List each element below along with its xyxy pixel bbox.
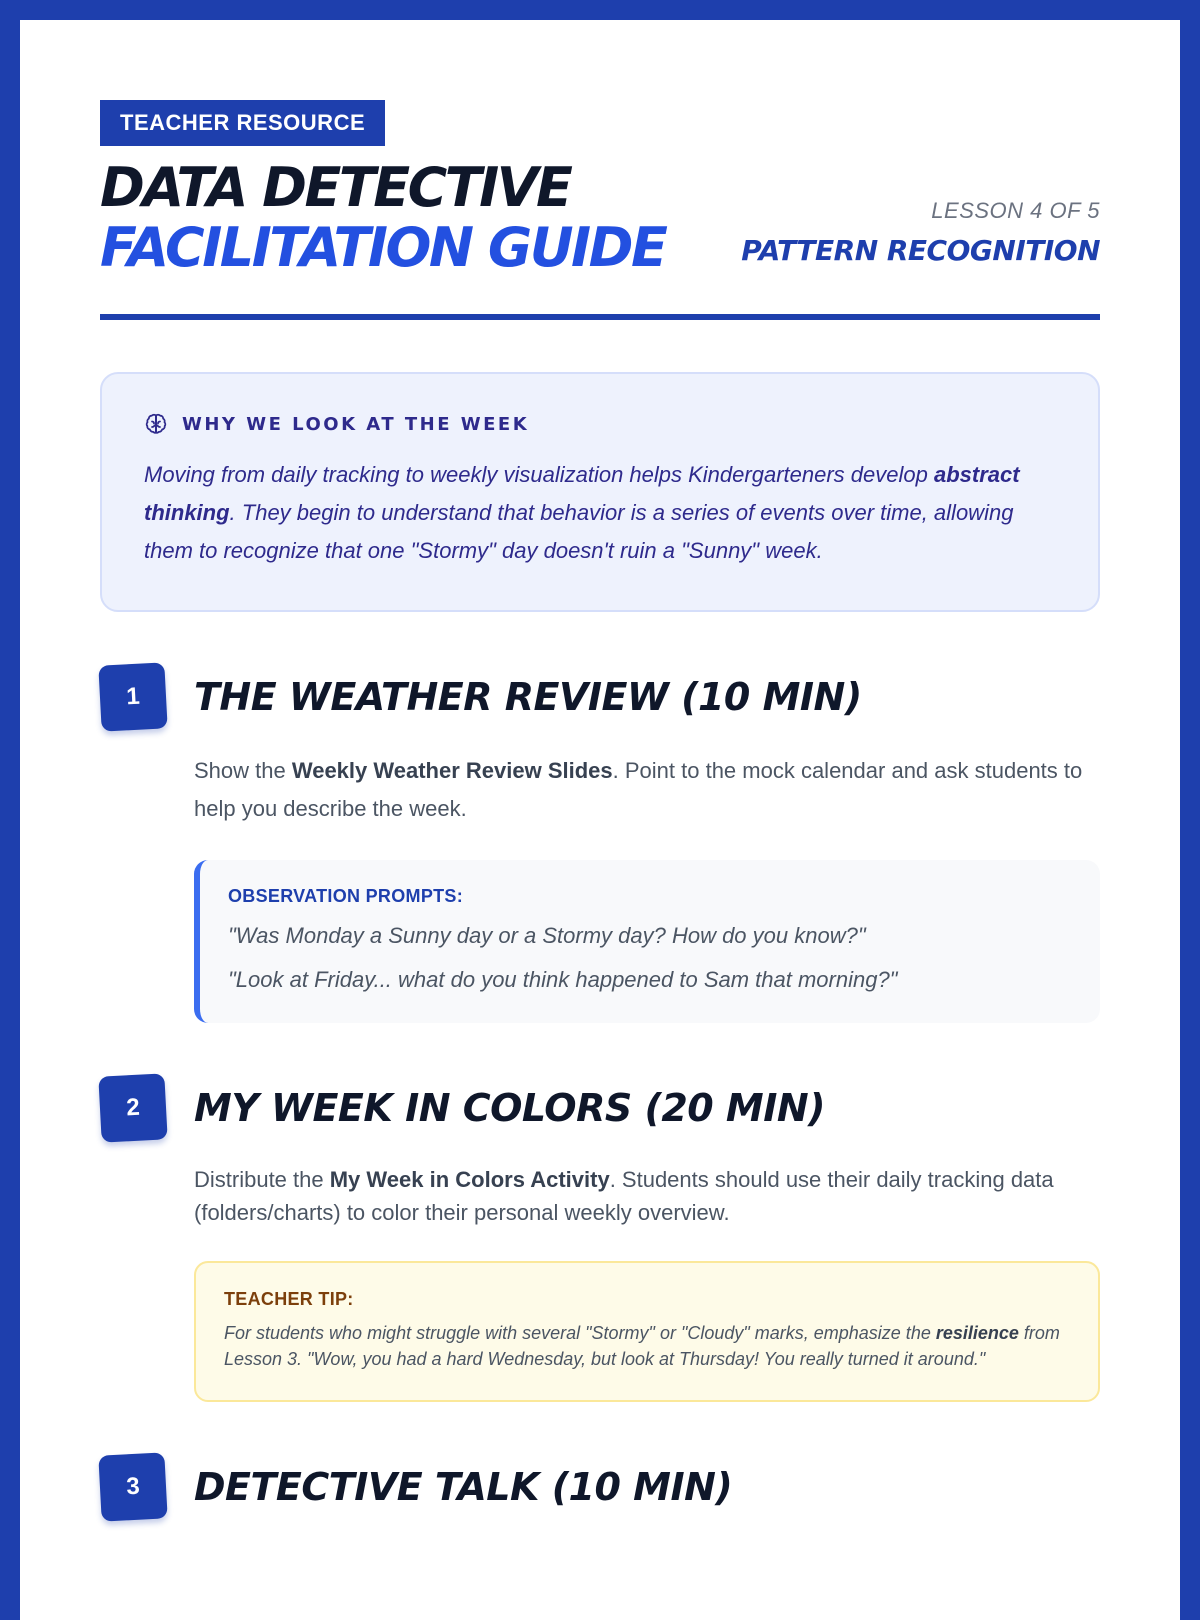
section-text-part: . Point to the mock calendar and ask students to help you describe the week.	[194, 758, 1083, 821]
section-number-badge: 2	[98, 1073, 167, 1142]
section-description	[194, 1163, 1100, 1229]
header-divider	[100, 314, 1100, 320]
section-number-badge: 3	[98, 1452, 167, 1521]
why-text-part: Moving from daily tracking to weekly visualization helps Kindergarteners develop	[144, 462, 934, 487]
section-my-week-in-colors	[100, 1075, 1100, 1402]
why-callout-header	[144, 412, 1056, 436]
document-title-line1: DATA DETECTIVE	[100, 156, 571, 219]
why-text-part: . They begin to understand that behavior is a series of events over time, allowing them to recognize that one "Stormy" day doesn't ruin a "Sunny" week.	[144, 500, 1014, 563]
why-text-emphasis: abstract thinking	[144, 462, 1020, 525]
section-number-badge: 1	[98, 662, 167, 731]
teacher-resource-badge: TEACHER RESOURCE	[100, 100, 385, 146]
prompt-item: "Look at Friday... what do you think happened to Sam that morning?"	[228, 967, 898, 992]
section-description	[194, 752, 1100, 828]
document-content	[100, 100, 1100, 1520]
tip-text-part: For students who might struggle with several "Stormy" or "Cloudy" marks, emphasize the	[224, 1323, 936, 1343]
lesson-info	[741, 198, 1100, 267]
section-weather-review	[100, 664, 1100, 1023]
section-title: MY WEEK IN COLORS (20 MIN)	[194, 1086, 826, 1130]
tip-text-part: from Lesson 3. "Wow, you had a hard Wednesday, but look at Thursday! You really turned it around."	[224, 1323, 1060, 1369]
why-callout-title: WHY WE LOOK AT THE WEEK	[182, 413, 530, 435]
document-title-line2: FACILITATION GUIDE	[100, 216, 666, 279]
title-block	[100, 158, 1100, 308]
observation-prompts-box	[194, 860, 1100, 1023]
section-text-part: Distribute the	[194, 1167, 330, 1192]
section-text-emphasis: My Week in Colors Activity	[329, 1167, 610, 1192]
document-page	[20, 20, 1180, 1620]
brain-icon	[144, 412, 168, 436]
why-callout	[100, 372, 1100, 612]
section-text-part: Show the	[194, 758, 292, 783]
tip-title: TEACHER TIP:	[224, 1289, 354, 1309]
section-text-emphasis: Weekly Weather Review Slides	[291, 758, 613, 783]
section-text-part: . Students should use their daily tracking data (folders/charts) to color their personal weekly overview.	[194, 1167, 1054, 1225]
section-title: DETECTIVE TALK (10 MIN)	[194, 1465, 733, 1509]
section-detective-talk	[100, 1454, 1100, 1520]
tip-text-emphasis: resilience	[935, 1323, 1019, 1343]
lesson-name: PATTERN RECOGNITION	[741, 234, 1100, 267]
section-title: THE WEATHER REVIEW (10 MIN)	[194, 675, 862, 719]
teacher-tip-box	[194, 1261, 1100, 1402]
prompts-title: OBSERVATION PROMPTS:	[228, 886, 464, 906]
lesson-number: LESSON 4 OF 5	[931, 198, 1100, 223]
tip-text	[224, 1320, 1070, 1372]
prompt-item: "Was Monday a Sunny day or a Stormy day? How do you know?"	[228, 923, 866, 948]
why-callout-text	[144, 456, 1056, 570]
